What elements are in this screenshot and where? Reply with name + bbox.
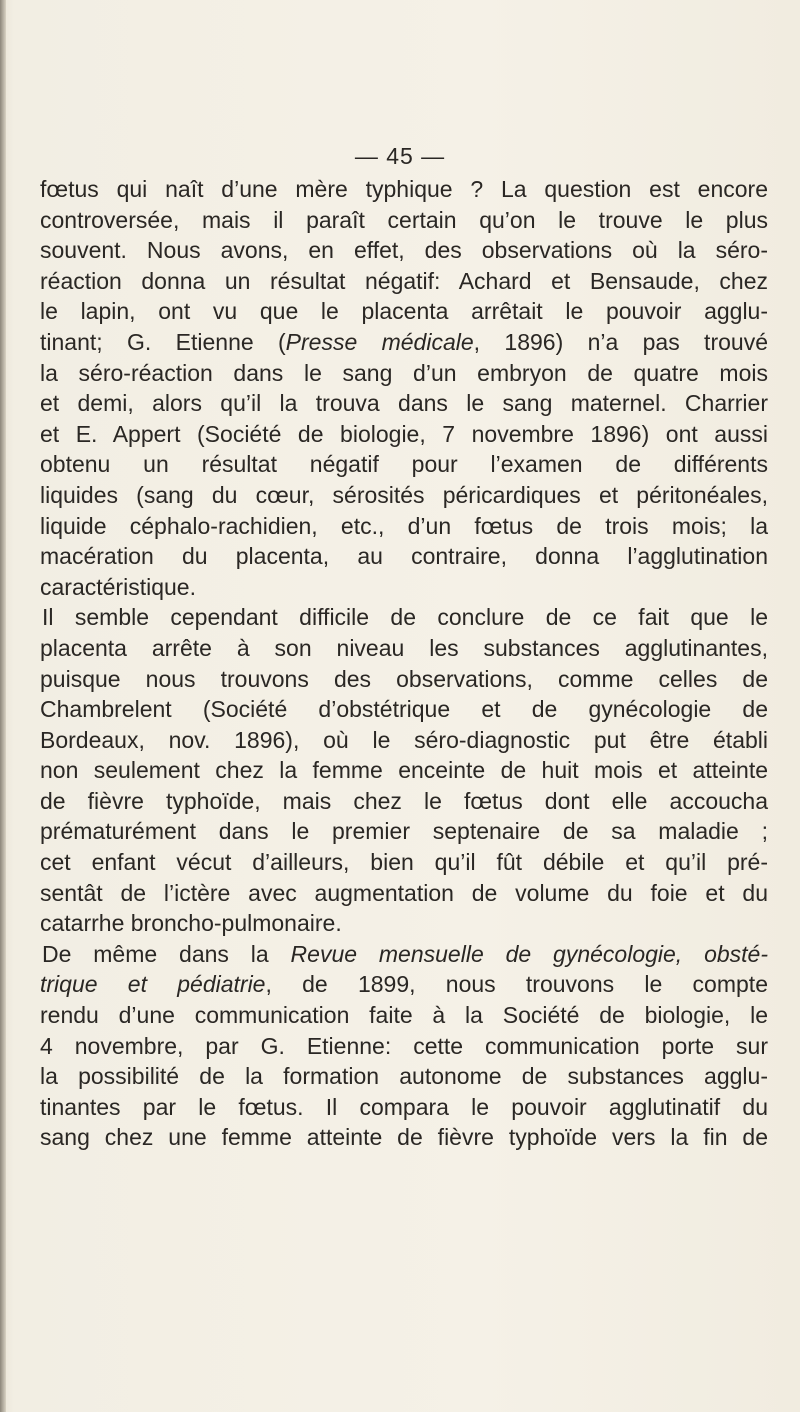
page-binding-shadow xyxy=(0,0,6,1412)
text-line: fœtus qui naît d’une mère typhique ? La question est encore xyxy=(40,176,768,202)
text-line: tinant; G. Etienne (Presse médicale, 1896) n’a pas trouvé xyxy=(40,328,768,355)
text-line: De même dans la Revue mensuelle de gynécologie, obsté- xyxy=(42,940,768,967)
text-line: le lapin, ont vu que le placenta arrêtait le pouvoir agglu- xyxy=(40,298,768,325)
text-line: liquide céphalo-rachidien, etc., d’un fœtus de trois mois; la xyxy=(40,512,768,539)
text-line: Il semble cependant difficile de conclure de ce fait que le xyxy=(42,604,768,631)
text-line: prématurément dans le premier septenaire de sa maladie ; xyxy=(40,818,768,845)
text-line: liquides (sang du cœur, sérosités péricardiques et péritonéales, xyxy=(40,481,768,508)
italic-title: trique et pédiatrie xyxy=(40,971,266,998)
text-line: tinantes par le fœtus. Il compara le pouvoir agglutinatif du xyxy=(40,1093,768,1120)
text-line: et demi, alors qu’il la trouva dans le sang maternel. Charrier xyxy=(40,390,768,417)
text-line: 4 novembre, par G. Etienne: cette communication porte sur xyxy=(40,1032,768,1059)
text-line: macération du placenta, au contraire, donna l’agglutination xyxy=(40,543,768,570)
text-line: Chambrelent (Société d’obstétrique et de gynécologie de xyxy=(40,696,768,723)
text-line: rendu d’une communication faite à la Société de biologie, le xyxy=(40,1002,768,1029)
text-line: trique et pédiatrie, de 1899, nous trouvons le compte xyxy=(40,971,768,998)
text-line: non seulement chez la femme enceinte de huit mois et atteinte xyxy=(40,757,768,784)
text-line: obtenu un résultat négatif pour l’examen de différents xyxy=(40,451,768,478)
text-line: puisque nous trouvons des observations, comme celles de xyxy=(40,665,768,692)
text-line: souvent. Nous avons, en effet, des observations où la séro- xyxy=(40,237,768,264)
text-line: controversée, mais il paraît certain qu’on le trouve le plus xyxy=(40,206,768,233)
text-line: sang chez une femme atteinte de fièvre typhoïde vers la fin de xyxy=(40,1124,768,1151)
body-text xyxy=(40,174,768,1153)
text-line: réaction donna un résultat négatif: Achard et Bensaude, chez xyxy=(40,267,768,294)
text-line: cet enfant vécut d’ailleurs, bien qu’il fût débile et qu’il pré- xyxy=(40,849,768,876)
italic-title: Revue mensuelle de gynécologie, obsté- xyxy=(290,940,768,967)
text-line: Bordeaux, nov. 1896), où le séro-diagnostic put être établi xyxy=(40,726,768,753)
text-line: catarrhe broncho-pulmonaire. xyxy=(40,910,342,937)
text-line: la possibilité de la formation autonome de substances agglu- xyxy=(40,1063,768,1090)
page-number: — 45 — xyxy=(354,143,446,169)
text-line: la séro-réaction dans le sang d’un embryon de quatre mois xyxy=(40,359,768,386)
text-line: de fièvre typhoïde, mais chez le fœtus dont elle accoucha xyxy=(40,787,768,814)
italic-title: Presse médicale xyxy=(285,328,474,355)
text-line: et E. Appert (Société de biologie, 7 novembre 1896) ont aussi xyxy=(40,420,768,447)
text-line: sentât de l’ictère avec augmentation de volume du foie et du xyxy=(40,879,768,906)
text-line: caractéristique. xyxy=(40,573,196,600)
text-line: placenta arrête à son niveau les substances agglutinantes, xyxy=(40,634,768,661)
